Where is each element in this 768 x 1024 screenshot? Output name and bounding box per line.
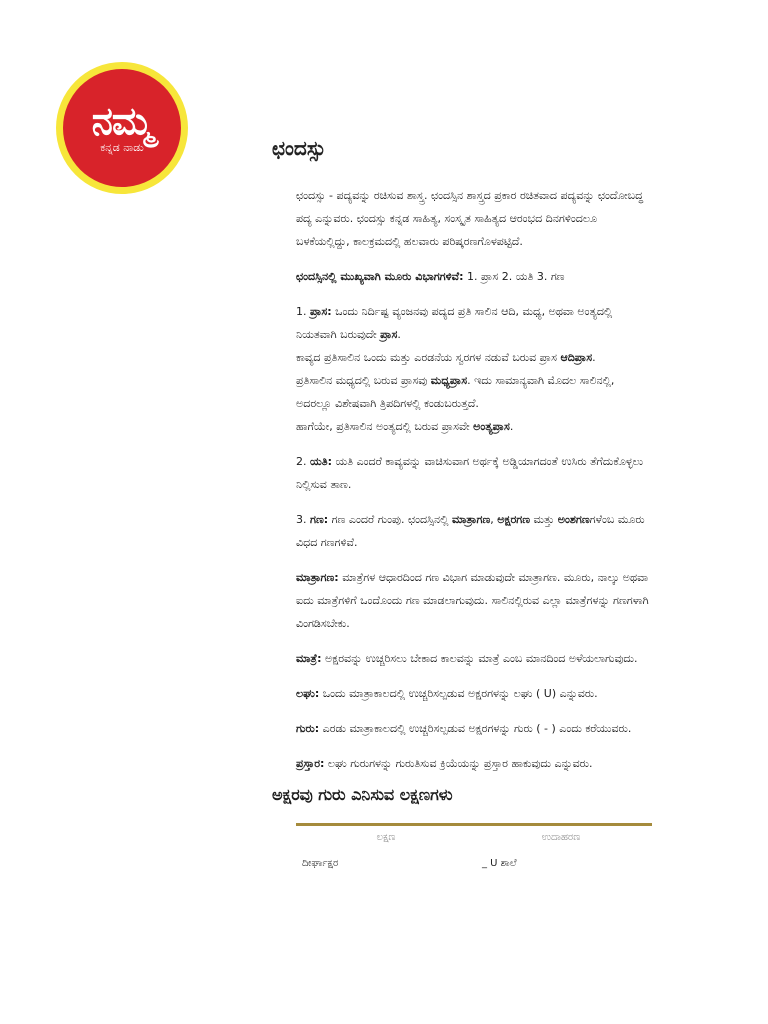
- madhyaprasa-term: ಮಧ್ಯಪ್ರಾಸ: [430, 374, 468, 387]
- table-header-row: [296, 826, 652, 852]
- gana-text2: ಗಳೆಂಬ ಮೂರು ವಿಧದ ಗಣಗಳಿವೆ.: [296, 513, 645, 549]
- prastara-text: ಲಘು ಗುರುಗಳನ್ನು ಗುರುತಿಸುವ ಕ್ರಿಯೆಯನ್ನು ಪ್ರಸ್ತಾರ ಹಾಕುವುದು ಎನ್ನುವರು.: [324, 757, 593, 770]
- logo-main-text: ನಮ್ಮ: [91, 99, 153, 143]
- amshagana-term: ಅಂಶಗಣ: [557, 513, 590, 526]
- table-header-lakshana: ಲಕ್ಷಣ: [376, 832, 396, 843]
- gana-text1: ಗಣ ಎಂದರೆ ಗುಂಪು. ಛಂದಸ್ಸಿನಲ್ಲಿ: [328, 513, 452, 526]
- yati-num: 2.: [296, 455, 310, 468]
- prasa-num: 1.: [296, 305, 310, 318]
- gana-sep2: ಮತ್ತು: [530, 513, 558, 526]
- table-row: [296, 852, 652, 869]
- article-body: [272, 136, 652, 869]
- logo-badge: [63, 69, 181, 187]
- table-cell-lakshana: ದೀರ್ಘಾಕ್ಷರ: [302, 858, 339, 869]
- gana-num: 3.: [296, 513, 310, 526]
- parts-paragraph: [296, 265, 652, 288]
- parts-label: ಛಂದಸ್ಸಿನಲ್ಲಿ ಮುಖ್ಯವಾಗಿ ಮೂರು ವಿಭಾಗಗಳಿವೆ:: [296, 270, 464, 283]
- guru-text: ಎರಡು ಮಾತ್ರಾಕಾಲದಲ್ಲಿ ಉಚ್ಚರಿಸಲ್ಪಡುವ ಅಕ್ಷರಗಳನ್ನು ಗುರು ( - ) ಎಂದು ಕರೆಯುವರು.: [319, 722, 632, 735]
- section-subtitle: ಅಕ್ಷರವು ಗುರು ಎನಿಸುವ ಲಕ್ಷಣಗಳು: [272, 785, 453, 804]
- prasa-label: ಪ್ರಾಸ:: [310, 305, 332, 318]
- laghu-label: ಲಘು:: [296, 687, 320, 700]
- prasa-term: ಪ್ರಾಸ: [380, 328, 398, 341]
- guru-paragraph: [296, 717, 652, 740]
- gana-sep1: ,: [490, 513, 498, 526]
- laghu-text: ಒಂದು ಮಾತ್ರಾಕಾಲದಲ್ಲಿ ಉಚ್ಚರಿಸಲ್ಪಡುವ ಅಕ್ಷರಗಳನ್ನು ಲಘು ( U) ಎನ್ನುವರು.: [319, 687, 598, 700]
- prastara-paragraph: [296, 752, 652, 775]
- prasa-paragraph: 1. ಪ್ರಾಸ: ಒಂದು ನಿರ್ದಿಷ್ಟ ವ್ಯಂಜನವು ಪದ್ಯದ ಪ್ರತಿ ಸಾಲಿನ ಆದಿ, ಮಧ್ಯ, ಅಥವಾ ಅಂತ್ಯದಲ್ಲಿ ನಿಯತವಾಗಿ ಬರುವುದೇ ಪ್ರಾಸ. ಕಾವ್ಯದ ಪ್ರತಿಸಾಲಿನ ಒಂದು ಮತ್ತು ಎರಡನೆಯ ಸ್ವರಗಳ ನಡುವೆ ಬರುವ ಪ್ರಾಸ ಆದಿಪ್ರಾಸ. ಪ್ರತಿಸಾಲಿನ ಮಧ್ಯದಲ್ಲಿ ಬರುವ ಪ್ರಾಸವು ಮಧ್ಯಪ್ರಾಸ. ಇದು ಸಾಮಾನ್ಯವಾಗಿ ಮೊದಲ ಸಾಲಿನಲ್ಲಿ, ಅದರಲ್ಲೂ ವಿಶೇಷವಾಗಿ ತ್ರಿಪದಿಗಳಲ್ಲಿ ಕಂಡುಬರುತ್ತದೆ. ಹಾಗೆಯೇ, ಪ್ರತಿಸಾಲಿನ ಅಂತ್ಯದಲ್ಲಿ ಬರುವ ಪ್ರಾಸವೇ ಅಂತ್ಯಪ್ರಾಸ.: [296, 305, 615, 433]
- table-cell-example: _ U ಶಾಲೆ: [482, 858, 517, 869]
- matraagana-term: ಮಾತ್ರಾಗಣ: [451, 513, 491, 526]
- intro-paragraph: [296, 184, 652, 253]
- matre-paragraph: [296, 647, 652, 670]
- yati-paragraph: [296, 450, 652, 496]
- guru-features-table: [296, 823, 652, 869]
- table-header-udaharana: ಉದಾಹರಣ: [541, 832, 581, 843]
- gana-paragraph: [296, 508, 652, 554]
- matraagana-paragraph: [296, 566, 652, 635]
- antyaprasa-term: ಅಂತ್ಯಪ್ರಾಸ: [473, 420, 510, 433]
- prasa-line4: ಹಾಗೆಯೇ, ಪ್ರತಿಸಾಲಿನ ಅಂತ್ಯದಲ್ಲಿ ಬರುವ ಪ್ರಾಸವೇ: [296, 420, 474, 433]
- yati-label: ಯತಿ:: [310, 455, 333, 468]
- parts-text: 1. ಪ್ರಾಸ 2. ಯತಿ 3. ಗಣ: [463, 270, 565, 283]
- prastara-label: ಪ್ರಸ್ತಾರ:: [296, 757, 325, 770]
- gana-label: ಗಣ:: [310, 513, 329, 526]
- yati-text: ಯತಿ ಎಂದರೆ ಕಾವ್ಯವನ್ನು ವಾಚಿಸುವಾಗ ಅರ್ಥಕ್ಕೆ ಅಡ್ಡಿಯಾಗದಂತೆ ಉಸಿರು ತೆಗೆದುಕೊಳ್ಳಲು ನಿಲ್ಲಿಸುವ ತಾಣ.: [296, 455, 644, 491]
- matre-text: ಅಕ್ಷರವನ್ನು ಉಚ್ಚರಿಸಲು ಬೇಕಾದ ಕಾಲವನ್ನು ಮಾತ್ರೆ ಎಂಬ ಮಾನದಿಂದ ಅಳೆಯಲಾಗುವುದು.: [321, 652, 638, 665]
- prasa-line3b: . ಇದು ಸಾಮಾನ್ಯವಾಗಿ ಮೊದಲ ಸಾಲಿನಲ್ಲಿ, ಅದರಲ್ಲೂ ವಿಶೇಷವಾಗಿ ತ್ರಿಪದಿಗಳಲ್ಲಿ ಕಂಡುಬರುತ್ತದೆ.: [296, 374, 615, 410]
- namma-kannada-nadu-logo: [56, 62, 188, 194]
- logo-sub-text: ಕನ್ನಡ ನಾಡು: [100, 141, 144, 154]
- matraagana-label: ಮಾತ್ರಾಗಣ:: [296, 571, 339, 584]
- aksharagana-term: ಅಕ್ಷರಗಣ: [497, 513, 531, 526]
- matraagana-text: ಮಾತ್ರೆಗಳ ಆಧಾರದಿಂದ ಗಣ ವಿಭಾಗ ಮಾಡುವುದೇ ಮಾತ್ರಾಗಣ. ಮೂರು, ನಾಲ್ಕು ಅಥವಾ ಐದು ಮಾತ್ರೆಗಳಿಗೆ ಒಂದೊಂದು ಗಣ ಮಾಡಲಾಗುವುದು. ಸಾಲಿನಲ್ಲಿರುವ ಎಲ್ಲಾ ಮಾತ್ರೆಗಳನ್ನು ಗಣಗಳಾಗಿ ವಿಂಗಡಿಸಬೇಕು.: [296, 571, 649, 630]
- prasa-text: ಒಂದು ನಿರ್ದಿಷ್ಟ ವ್ಯಂಜನವು ಪದ್ಯದ ಪ್ರತಿ ಸಾಲಿನ ಆದಿ, ಮಧ್ಯ, ಅಥವಾ ಅಂತ್ಯದಲ್ಲಿ ನಿಯತವಾಗಿ ಬರುವುದೇ: [296, 305, 613, 341]
- intro-text: ಛಂದಸ್ಸು - ಪದ್ಯವನ್ನು ರಚಿಸುವ ಶಾಸ್ತ್ರ. ಛಂದಸ್ಸಿನ ಶಾಸ್ತ್ರದ ಪ್ರಕಾರ ರಚಿತವಾದ ಪದ್ಯವನ್ನು ಛಂದೋಬದ್ಧ ಪದ್ಯ ಎನ್ನುವರು. ಛಂದಸ್ಸು ಕನ್ನಡ ಸಾಹಿತ್ಯ, ಸಂಸ್ಕೃತ ಸಾಹಿತ್ಯದ ಆರಂಭದ ದಿನಗಳಿಂದಲೂ ಬಳಕೆಯಲ್ಲಿದ್ದು, ಕಾಲಕ್ರಮದಲ್ಲಿ ಹಲವಾರು ಪರಿಷ್ಕರಣಗೊಳಪಟ್ಟಿದೆ.: [296, 189, 644, 248]
- prasa-line3: ಪ್ರತಿಸಾಲಿನ ಮಧ್ಯದಲ್ಲಿ ಬರುವ ಪ್ರಾಸವು: [296, 374, 431, 387]
- page-title: ಛಂದಸ್ಸು: [272, 136, 326, 160]
- matre-label: ಮಾತ್ರೆ:: [296, 652, 322, 665]
- laghu-paragraph: [296, 682, 652, 705]
- adiprasa-term: ಆದಿಪ್ರಾಸ: [560, 351, 593, 364]
- guru-label: ಗುರು:: [296, 722, 320, 735]
- prasa-line2: ಕಾವ್ಯದ ಪ್ರತಿಸಾಲಿನ ಒಂದು ಮತ್ತು ಎರಡನೆಯ ಸ್ವರಗಳ ನಡುವೆ ಬರುವ ಪ್ರಾಸ: [296, 351, 561, 364]
